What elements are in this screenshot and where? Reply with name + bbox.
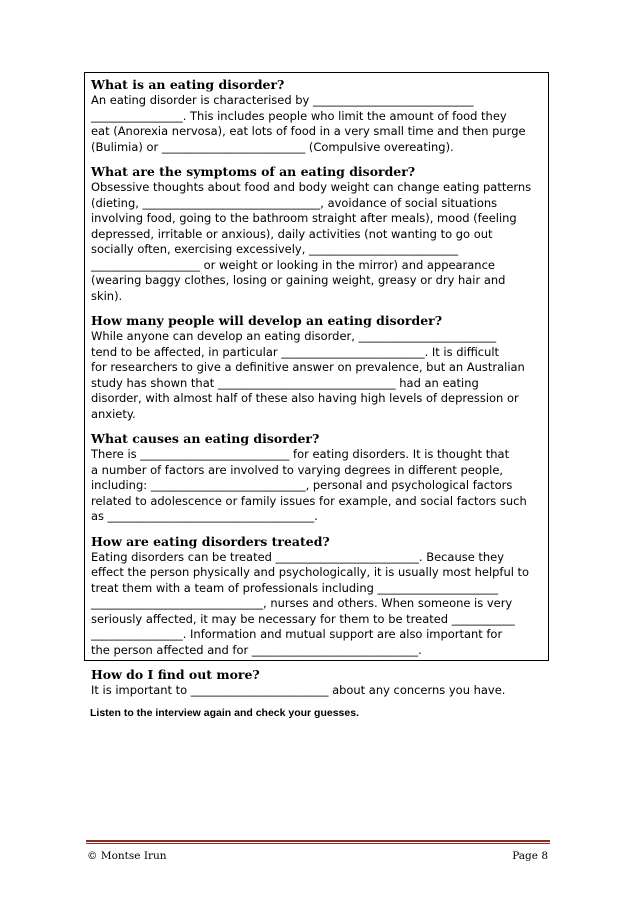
paragraph-line: It is important to ________________________ about any concerns you have.	[91, 683, 506, 697]
paragraph-line: including: ___________________________, personal and psychological factors	[91, 478, 513, 492]
footer-divider	[86, 840, 550, 844]
paragraph-line: disorder, with almost half of these also having high levels of depression or	[91, 391, 519, 405]
paragraph-line: study has shown that _______________________________ had an eating	[91, 375, 479, 390]
paragraph-line: effect the person physically and psychologically, it is usually most helpful to	[91, 565, 530, 579]
paragraph-line: treat them with a team of professionals including _____________________	[91, 580, 498, 595]
section-heading: What causes an eating disorder?	[91, 431, 320, 446]
paragraph-line: socially often, exercising excessively, __________________________	[91, 242, 459, 256]
paragraph-line: a number of factors are involved to varying degrees in different people,	[91, 462, 504, 477]
section-6	[91, 666, 548, 699]
section-heading: How are eating disorders treated?	[91, 533, 330, 549]
paragraph-line: depressed, irritable or anxious), daily activities (not wanting to go out	[91, 226, 493, 241]
section-heading: How many people will develop an eating disorder?	[91, 313, 443, 328]
paragraph-line: the person affected and for _____________________________.	[91, 642, 422, 657]
instruction-text: Listen to the interview again and check your guesses.	[90, 707, 359, 719]
paragraph-line: related to adolescence or family issues for example, and social factors such	[91, 493, 527, 508]
section-heading: What are the symptoms of an eating disorder?	[91, 164, 416, 179]
paragraph-line: as ____________________________________.	[91, 509, 318, 523]
section-heading: What is an eating disorder?	[91, 77, 285, 92]
section-2	[91, 163, 548, 304]
section-paragraph	[91, 683, 548, 699]
paragraph-line: involving food, going to the bathroom straight after meals), mood (feeling	[91, 211, 517, 225]
paragraph-line: tend to be affected, in particular _________________________. It is difficult	[91, 344, 500, 359]
section-paragraph	[91, 180, 548, 304]
paragraph-line: for researchers to give a definitive answer on prevalence, but an Australian	[91, 360, 525, 374]
paragraph-line: Eating disorders can be treated _________________________. Because they	[91, 549, 505, 564]
paragraph-line: While anyone can develop an eating disorder, ________________________	[91, 329, 497, 343]
paragraph-line: eat (Anorexia nervosa), eat lots of food in a very small time and then purge	[91, 124, 526, 138]
section-heading: How do I find out more?	[91, 667, 260, 682]
section-4	[91, 430, 548, 525]
paragraph-line: ___________________ or weight or looking in the mirror) and appearance	[91, 257, 495, 272]
footer-page-number: Page 8	[512, 850, 548, 862]
paragraph-line: anxiety.	[91, 406, 136, 421]
paragraph-line: Obsessive thoughts about food and body weight can change eating patterns	[91, 180, 532, 194]
paragraph-line: There is __________________________ for eating disorders. It is thought that	[91, 447, 510, 461]
paragraph-line: ________________. This includes people who limit the amount of food they	[91, 108, 507, 123]
worksheet-box	[84, 72, 549, 697]
section-3	[91, 312, 548, 422]
section-1	[91, 76, 548, 155]
section-paragraph	[91, 550, 548, 659]
paragraph-line: (Bulimia) or _________________________ (Compulsive overeating).	[91, 139, 454, 154]
paragraph-line: An eating disorder is characterised by ____________________________	[91, 93, 474, 107]
section-paragraph	[91, 447, 548, 525]
paragraph-line: ______________________________, nurses and others. When someone is very	[91, 596, 513, 610]
section-5	[91, 533, 548, 659]
footer-copyright: © Montse Irun	[87, 850, 167, 862]
section-paragraph	[91, 93, 548, 155]
paragraph-line: (dieting, _______________________________, avoidance of social situations	[91, 195, 498, 210]
paragraph-line: seriously affected, it may be necessary for them to be treated ___________	[91, 611, 515, 626]
paragraph-line: skin).	[91, 288, 123, 303]
paragraph-line: (wearing baggy clothes, losing or gaining weight, greasy or dry hair and	[91, 273, 506, 287]
section-paragraph	[91, 329, 548, 422]
worksheet-sections	[91, 76, 548, 699]
paragraph-line: ________________. Information and mutual support are also important for	[91, 627, 503, 641]
